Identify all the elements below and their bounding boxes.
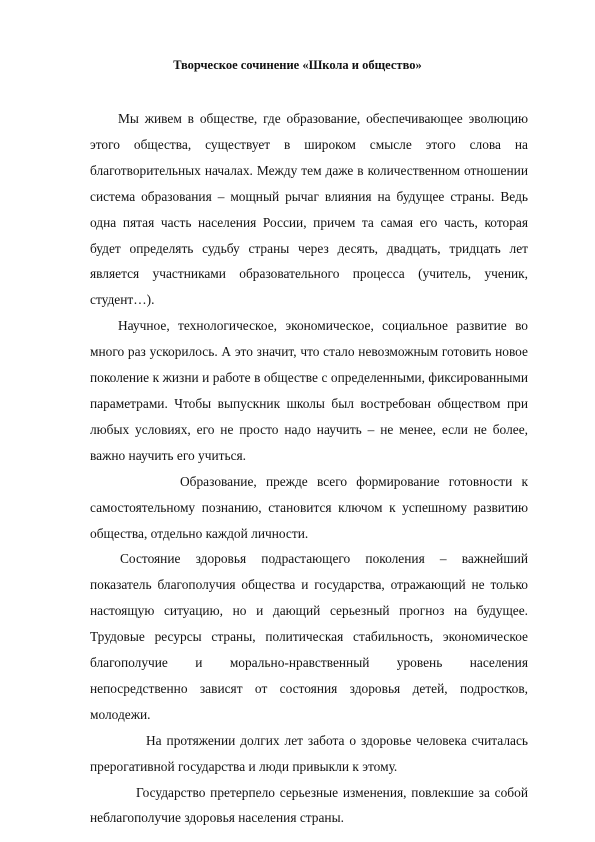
paragraph-3: Образование, прежде всего формирование готовности к самостоятельному познанию, становится ключом к успешному развитию общества, отдельно каждой личности. xyxy=(90,473,528,541)
document-title: Творческое сочинение «Школа и общество» xyxy=(173,58,422,72)
paragraph-1: Мы живем в обществе, где образование, обеспечивающее эволюцию этого общества, существует в широком смысле этого слова на благотворительных началах. Между тем даже в количественном отношении система образования – мощный рычаг влияния на будущее страны. Ведь одна пятая часть населения России, причем та самая его часть, которая будет определять судьбу страны через десять, двадцать, тридцать лет является участниками образовательного процесса (учитель, ученик, студент…). xyxy=(90,111,528,308)
paragraph-5: На протяжении долгих лет забота о здоровье человека считалась прерогативной государства и люди привыкли к этому. xyxy=(90,732,528,774)
paragraph-4: Состояние здоровья подрастающего поколения – важнейший показатель благополучия общества и государства, отражающий не только настоящую ситуацию, но и дающий серьезный прогноз на будущее. Трудовые ресурсы страны, политическая стабильность, экономическое благополучие и морально-нравственный уровень населения непосредственно зависят от состояния здоровья детей, подростков, молодежи. xyxy=(90,551,528,722)
document-body xyxy=(90,106,528,831)
paragraph-2: Научное, технологическое, экономическое, социальное развитие во много раз ускорилось. А это значит, что стало невозможным готовить новое поколение к жизни и работе в обществе с определенными, фиксированными параметрами. Чтобы выпускник школы был востребован обществом при любых условиях, его не просто надо научить – не менее, если не более, важно научить его учиться. xyxy=(90,318,528,463)
paragraph-6: Государство претерпело серьезные изменения, повлекшие за собой неблагополучие здоровья населения страны. xyxy=(90,784,528,826)
